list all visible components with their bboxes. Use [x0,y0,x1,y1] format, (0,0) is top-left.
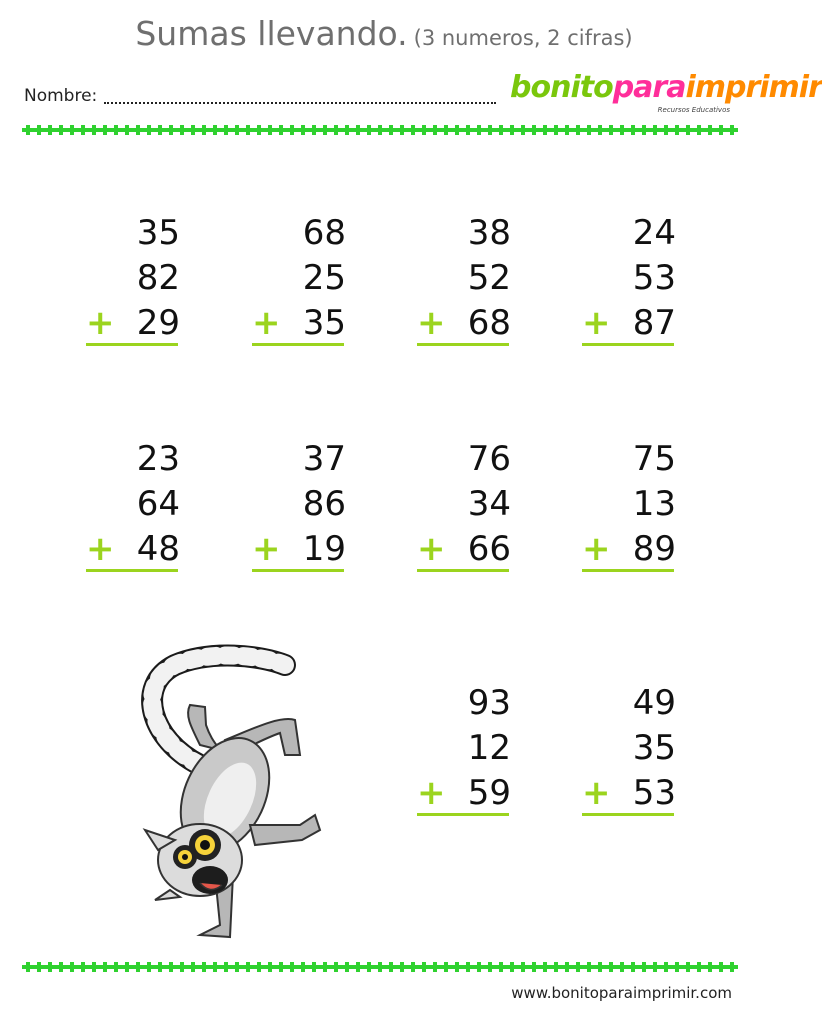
addition-problem [582,211,682,351]
lemur-illustration [130,645,330,945]
addend-2: 53 [632,258,676,298]
addition-problem [417,211,517,351]
addend-2: 64 [136,484,180,524]
addend-1: 75 [632,439,676,479]
addend-1: 49 [632,683,676,723]
addend-3: 19 [302,529,346,569]
answer-line [582,569,674,572]
addend-3: 35 [302,303,346,343]
addend-3: 68 [467,303,511,343]
addition-problem [252,437,352,577]
answer-line [417,343,509,346]
top-decorative-border [22,123,738,137]
logo-part-imprimir: imprimir [685,70,822,105]
answer-line [86,569,178,572]
addend-2: 86 [302,484,346,524]
logo-part-para: para [612,70,686,105]
plus-sign: + [417,303,446,343]
title-main: Sumas llevando. [135,14,408,53]
name-write-line [104,102,496,104]
plus-sign: + [417,773,446,813]
addend-1: 38 [467,213,511,253]
addend-1: 93 [467,683,511,723]
addend-1: 37 [302,439,346,479]
addend-2: 13 [632,484,676,524]
logo-part-bonito: bonito [510,70,613,105]
logo-tagline: Recursos Educativos [657,106,730,114]
plus-sign: + [86,529,115,569]
brand-logo [510,70,822,120]
bottom-decorative-border [22,960,738,974]
answer-line [417,813,509,816]
worksheet-title [0,14,768,53]
addend-2: 52 [467,258,511,298]
answer-line [417,569,509,572]
addition-problem [417,681,517,821]
addend-3: 59 [467,773,511,813]
addend-3: 89 [632,529,676,569]
addend-2: 82 [136,258,180,298]
addition-problem [582,437,682,577]
addend-2: 12 [467,728,511,768]
addend-1: 35 [136,213,180,253]
footer-url: www.bonitoparaimprimir.com [511,984,732,1002]
answer-line [86,343,178,346]
addend-3: 53 [632,773,676,813]
addend-1: 76 [467,439,511,479]
addend-2: 34 [467,484,511,524]
addition-problem [252,211,352,351]
answer-line [252,569,344,572]
addend-2: 35 [632,728,676,768]
addend-1: 23 [136,439,180,479]
addend-3: 48 [136,529,180,569]
addend-2: 25 [302,258,346,298]
plus-sign: + [582,529,611,569]
title-subtitle: (3 numeros, 2 cifras) [413,26,633,50]
answer-line [252,343,344,346]
answer-line [582,813,674,816]
addition-problem [86,437,186,577]
plus-sign: + [582,773,611,813]
addend-1: 68 [302,213,346,253]
addition-problem [582,681,682,821]
addend-3: 66 [467,529,511,569]
plus-sign: + [252,529,281,569]
answer-line [582,343,674,346]
plus-sign: + [252,303,281,343]
addend-3: 87 [632,303,676,343]
addend-1: 24 [632,213,676,253]
addition-problem [86,211,186,351]
plus-sign: + [86,303,115,343]
plus-sign: + [417,529,446,569]
name-label: Nombre: [24,86,98,106]
logo-wordmark [510,70,822,105]
plus-sign: + [582,303,611,343]
addend-3: 29 [136,303,180,343]
addition-problem [417,437,517,577]
